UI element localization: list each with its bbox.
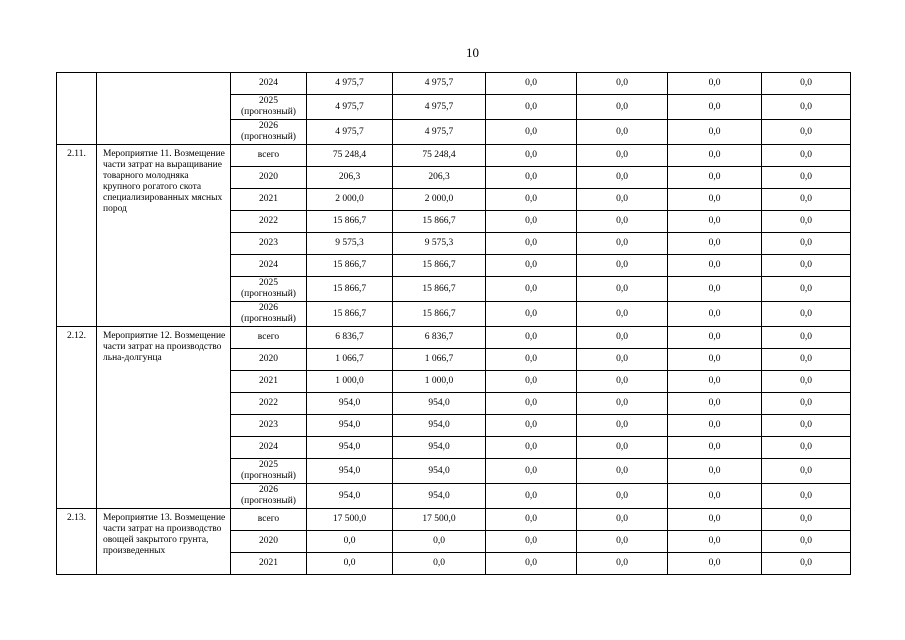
value-cell: 0,0 [668,277,762,302]
value-cell: 0,0 [762,393,851,415]
year-cell: 2025 (прогнозный) [231,459,307,484]
value-cell: 0,0 [577,120,668,145]
value-cell: 0,0 [486,531,577,553]
value-cell: 0,0 [668,531,762,553]
value-cell: 0,0 [668,349,762,371]
year-cell: 2021 [231,371,307,393]
value-cell: 0,0 [668,120,762,145]
value-cell: 15 866,7 [307,211,393,233]
value-cell: 0,0 [668,484,762,509]
value-cell: 4 975,7 [307,73,393,95]
value-cell: 2 000,0 [393,189,486,211]
table-row [57,509,851,531]
value-cell: 954,0 [307,459,393,484]
value-cell: 4 975,7 [393,95,486,120]
value-cell: 0,0 [762,120,851,145]
value-cell: 17 500,0 [307,509,393,531]
value-cell: 0,0 [762,327,851,349]
value-cell: 0,0 [668,233,762,255]
value-cell: 0,0 [486,95,577,120]
value-cell: 0,0 [762,553,851,575]
year-cell: 2022 [231,211,307,233]
value-cell: 15 866,7 [307,302,393,327]
value-cell: 0,0 [486,484,577,509]
value-cell: 0,0 [762,349,851,371]
value-cell: 0,0 [762,189,851,211]
value-cell: 0,0 [577,211,668,233]
year-cell: 2021 [231,189,307,211]
value-cell: 0,0 [762,95,851,120]
value-cell: 0,0 [762,509,851,531]
value-cell: 0,0 [762,233,851,255]
value-cell: 0,0 [486,120,577,145]
value-cell: 0,0 [577,189,668,211]
value-cell: 0,0 [486,553,577,575]
value-cell: 0,0 [486,145,577,167]
value-cell: 0,0 [486,509,577,531]
value-cell: 0,0 [668,145,762,167]
section-title: Мероприятие 11. Возмещение части затрат на выращивание товарного молодняка крупного рогатого скота специализированных мясных пород [97,145,231,327]
value-cell: 954,0 [393,437,486,459]
value-cell: 0,0 [762,167,851,189]
value-cell: 4 975,7 [307,95,393,120]
value-cell: 0,0 [577,302,668,327]
value-cell: 15 866,7 [393,255,486,277]
value-cell: 0,0 [668,95,762,120]
year-cell: 2022 [231,393,307,415]
year-cell: всего [231,509,307,531]
year-cell: 2020 [231,349,307,371]
year-cell: всего [231,327,307,349]
value-cell: 0,0 [577,95,668,120]
value-cell: 0,0 [762,371,851,393]
value-cell: 75 248,4 [307,145,393,167]
value-cell: 0,0 [577,509,668,531]
value-cell: 0,0 [486,302,577,327]
value-cell: 0,0 [668,302,762,327]
value-cell: 75 248,4 [393,145,486,167]
value-cell: 0,0 [393,553,486,575]
value-cell: 0,0 [762,459,851,484]
year-cell: 2020 [231,167,307,189]
value-cell: 0,0 [486,233,577,255]
value-cell: 15 866,7 [393,277,486,302]
value-cell: 0,0 [762,302,851,327]
value-cell: 0,0 [486,327,577,349]
value-cell: 954,0 [307,484,393,509]
value-cell: 0,0 [486,277,577,302]
value-cell: 0,0 [668,189,762,211]
section-title: Мероприятие 12. Возмещение части затрат на производство льна-долгунца [97,327,231,509]
value-cell: 1 000,0 [393,371,486,393]
value-cell: 954,0 [393,415,486,437]
value-cell: 954,0 [393,393,486,415]
year-cell: 2021 [231,553,307,575]
value-cell: 1 000,0 [307,371,393,393]
value-cell: 0,0 [486,415,577,437]
value-cell: 0,0 [486,211,577,233]
value-cell: 6 836,7 [393,327,486,349]
value-cell: 0,0 [762,437,851,459]
value-cell: 0,0 [486,255,577,277]
year-cell: 2023 [231,233,307,255]
value-cell: 0,0 [668,459,762,484]
value-cell: 0,0 [668,327,762,349]
year-cell: 2026 (прогнозный) [231,484,307,509]
value-cell: 206,3 [307,167,393,189]
table-row [57,73,851,95]
value-cell: 954,0 [393,459,486,484]
value-cell: 0,0 [577,73,668,95]
value-cell: 0,0 [668,73,762,95]
value-cell: 0,0 [307,531,393,553]
value-cell: 0,0 [668,437,762,459]
section-number: 2.13. [57,509,97,575]
value-cell: 0,0 [762,211,851,233]
value-cell: 954,0 [393,484,486,509]
value-cell: 0,0 [668,415,762,437]
value-cell: 0,0 [577,393,668,415]
value-cell: 15 866,7 [307,277,393,302]
table-row [57,145,851,167]
value-cell: 954,0 [307,437,393,459]
value-cell: 0,0 [486,167,577,189]
value-cell: 0,0 [762,415,851,437]
value-cell: 0,0 [668,553,762,575]
value-cell: 0,0 [577,459,668,484]
value-cell: 0,0 [668,393,762,415]
value-cell: 0,0 [577,531,668,553]
section-title [97,73,231,145]
year-cell: 2024 [231,437,307,459]
value-cell: 4 975,7 [393,73,486,95]
value-cell: 0,0 [486,349,577,371]
year-cell: 2026 (прогнозный) [231,302,307,327]
section-number: 2.11. [57,145,97,327]
value-cell: 0,0 [668,509,762,531]
table-row [57,327,851,349]
year-cell: 2023 [231,415,307,437]
value-cell: 4 975,7 [307,120,393,145]
value-cell: 9 575,3 [307,233,393,255]
value-cell: 2 000,0 [307,189,393,211]
year-cell: 2024 [231,255,307,277]
value-cell: 0,0 [486,73,577,95]
year-cell: всего [231,145,307,167]
value-cell: 9 575,3 [393,233,486,255]
value-cell: 0,0 [762,145,851,167]
value-cell: 0,0 [668,255,762,277]
value-cell: 1 066,7 [307,349,393,371]
value-cell: 0,0 [668,167,762,189]
value-cell: 954,0 [307,415,393,437]
value-cell: 0,0 [486,437,577,459]
value-cell: 0,0 [762,277,851,302]
year-cell: 2025 (прогнозный) [231,95,307,120]
value-cell: 0,0 [486,393,577,415]
value-cell: 0,0 [393,531,486,553]
section-number: 2.12. [57,327,97,509]
value-cell: 0,0 [577,371,668,393]
value-cell: 0,0 [577,553,668,575]
value-cell: 0,0 [577,327,668,349]
value-cell: 0,0 [486,459,577,484]
value-cell: 0,0 [577,484,668,509]
section-number [57,73,97,145]
value-cell: 0,0 [762,73,851,95]
value-cell: 0,0 [762,255,851,277]
section-title: Мероприятие 13. Возмещение части затрат на производство овощей закрытого грунта, произведенных [97,509,231,575]
value-cell: 0,0 [762,531,851,553]
value-cell: 15 866,7 [307,255,393,277]
year-cell: 2026 (прогнозный) [231,120,307,145]
budget-table [56,72,851,575]
value-cell: 0,0 [486,371,577,393]
value-cell: 0,0 [577,277,668,302]
value-cell: 206,3 [393,167,486,189]
page-number: 10 [466,45,479,60]
value-cell: 17 500,0 [393,509,486,531]
value-cell: 0,0 [577,145,668,167]
value-cell: 0,0 [577,255,668,277]
value-cell: 0,0 [577,167,668,189]
value-cell: 0,0 [577,437,668,459]
value-cell: 15 866,7 [393,211,486,233]
year-cell: 2025 (прогнозный) [231,277,307,302]
value-cell: 15 866,7 [393,302,486,327]
value-cell: 0,0 [668,371,762,393]
year-cell: 2020 [231,531,307,553]
value-cell: 0,0 [668,211,762,233]
value-cell: 1 066,7 [393,349,486,371]
value-cell: 0,0 [577,349,668,371]
value-cell: 0,0 [577,233,668,255]
value-cell: 954,0 [307,393,393,415]
value-cell: 0,0 [577,415,668,437]
value-cell: 0,0 [307,553,393,575]
year-cell: 2024 [231,73,307,95]
value-cell: 0,0 [762,484,851,509]
value-cell: 6 836,7 [307,327,393,349]
value-cell: 4 975,7 [393,120,486,145]
value-cell: 0,0 [486,189,577,211]
